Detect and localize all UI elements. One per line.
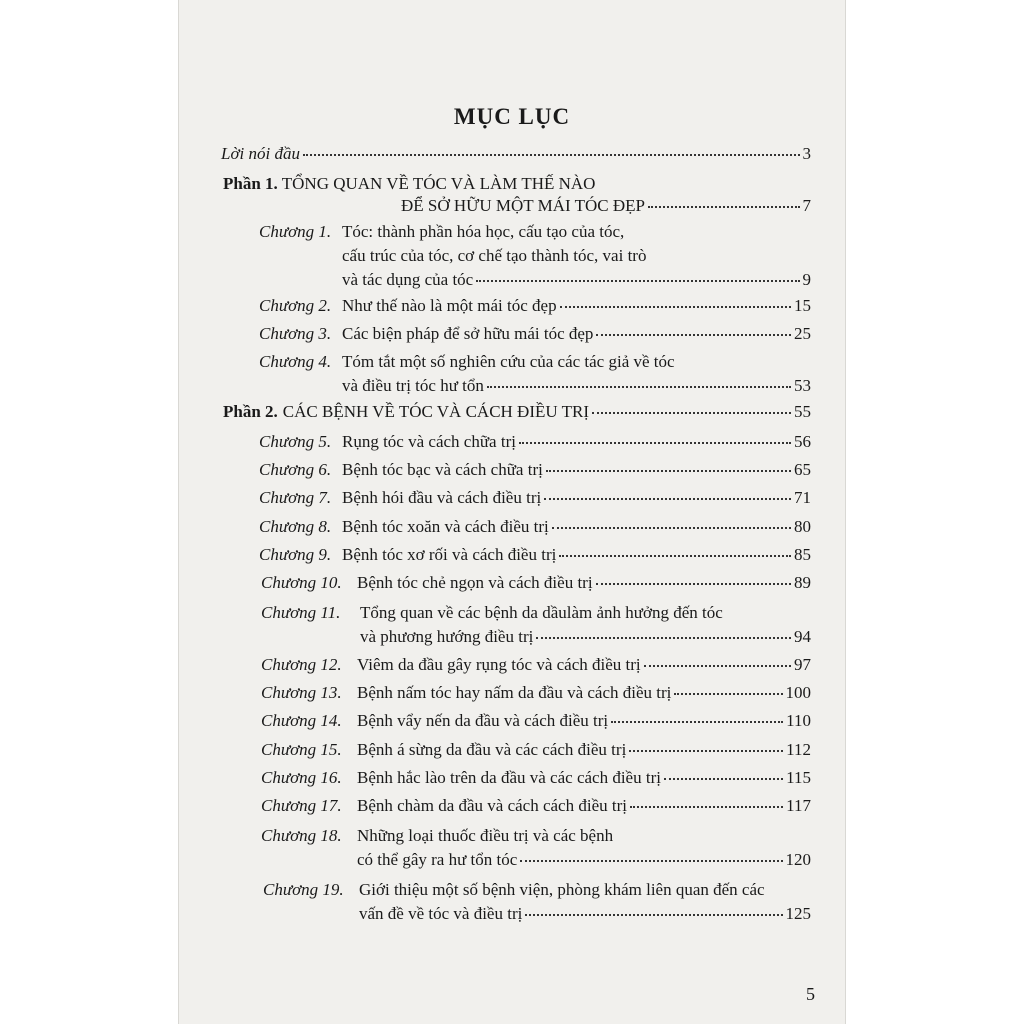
dot-leader [664,778,783,780]
toc-entry-chapter-6 [342,460,811,480]
chapter-title-line: Bệnh nấm tóc hay nấm da đầu và cách điều trị [357,683,672,702]
part-2-page: 55 [794,402,811,421]
chapter-page: 115 [786,768,811,787]
toc-part-2-entry [223,402,811,422]
preface-label: Lời nói đầu [221,144,300,163]
chapter-title-line: Giới thiệu một số bệnh viện, phòng khám liên quan đến các [359,880,765,899]
chapter-title-line: Bệnh tóc xơ rối và cách điều trị [342,545,557,564]
toc-entry-chapter-18 [357,850,811,870]
chapter-title-line: có thể gây ra hư tổn tóc [357,850,518,869]
chapter-label: Chương 11. [261,603,341,622]
toc-entry-chapter-1 [342,270,811,290]
dot-leader [552,527,791,529]
toc-entry-chapter-13 [357,683,811,703]
dot-leader [630,806,783,808]
dot-leader [520,860,782,862]
toc-entry-chapter-9 [342,545,811,565]
part-2-title: CÁC BỆNH VỀ TÓC VÀ CÁCH ĐIỀU TRỊ [282,402,589,421]
chapter-page: 53 [794,376,811,395]
chapter-title-line: Tổng quan về các bệnh da dầulàm ảnh hưởng đến tóc [360,603,723,622]
toc-entry-chapter-7 [342,488,811,508]
chapter-page: 112 [786,740,811,759]
chapter-title-line: Rụng tóc và cách chữa trị [342,432,516,451]
chapter-page: 100 [785,683,811,702]
chapter-page: 15 [794,296,811,315]
chapter-title-line: và tác dụng của tóc [342,270,474,289]
dot-leader [644,665,791,667]
chapter-page: 25 [794,324,811,343]
part-1-page: 7 [802,196,811,215]
preface-page: 3 [802,144,811,163]
chapter-page: 94 [794,627,811,646]
chapter-label: Chương 18. [261,826,342,845]
dot-leader [592,412,791,414]
chapter-page: 97 [794,655,811,674]
chapter-page: 56 [794,432,811,451]
part-2-prefix: Phần 2. [223,402,278,421]
toc-entry-chapter-11 [360,627,811,647]
dot-leader [648,206,800,208]
chapter-page: 89 [794,573,811,592]
part-1-prefix: Phần 1. [223,174,278,193]
toc-entry-chapter-17 [357,796,811,816]
chapter-label: Chương 17. [261,796,342,815]
chapter-title-line: Bệnh á sừng da đầu và các cách điều trị [357,740,627,759]
chapter-title-line: Như thế nào là một mái tóc đẹp [342,296,557,315]
chapter-title-line: Bệnh chàm da đầu và cách cách điều trị [357,796,627,815]
toc-entry-chapter-3 [342,324,811,344]
chapter-label: Chương 1. [259,222,332,241]
chapter-label: Chương 6. [259,460,332,479]
chapter-title-line: Bệnh tóc xoăn và cách điều trị [342,517,549,536]
chapter-label: Chương 5. [259,432,332,451]
chapter-label: Chương 12. [261,655,342,674]
dot-leader [596,334,791,336]
dot-leader [559,555,791,557]
chapter-label: Chương 13. [261,683,342,702]
chapter-label: Chương 3. [259,324,332,343]
dot-leader [596,583,791,585]
part-1-line-2: ĐỂ SỞ HỮU MỘT MÁI TÓC ĐẸP [401,196,645,215]
dot-leader [536,637,791,639]
dot-leader [525,914,782,916]
toc-entry-chapter-2 [342,296,811,316]
dot-leader [611,721,783,723]
toc-part-1-entry [401,196,811,216]
chapter-page: 85 [794,545,811,564]
chapter-page: 65 [794,460,811,479]
toc-entry-chapter-8 [342,517,811,537]
dot-leader [629,750,783,752]
dot-leader [303,154,800,156]
chapter-page: 9 [802,270,811,289]
chapter-page: 117 [786,796,811,815]
chapter-page: 120 [785,850,811,869]
chapter-label: Chương 2. [259,296,332,315]
chapter-title-line: vấn đề về tóc và điều trị [359,904,523,923]
chapter-title-line: Bệnh tóc bạc và cách chữa trị [342,460,543,479]
chapter-label: Chương 7. [259,488,332,507]
dot-leader [519,442,791,444]
chapter-title-line: Tóm tắt một số nghiên cứu của các tác giả về tóc [342,352,675,371]
chapter-title-line: Tóc: thành phần hóa học, cấu tạo của tóc, [342,222,625,241]
toc-entry-chapter-14 [357,711,811,731]
toc-title: MỤC LỤC [453,104,571,129]
toc-part-1-heading [223,174,595,194]
chapter-page: 110 [786,711,811,730]
chapter-label: Chương 4. [259,352,332,371]
dot-leader [487,386,791,388]
page-number: 5 [806,984,815,1004]
toc-entry-chapter-5 [342,432,811,452]
dot-leader [476,280,799,282]
chapter-title-line: và phương hướng điều trị [360,627,534,646]
part-1-line-1: TỔNG QUAN VỀ TÓC VÀ LÀM THẾ NÀO [281,174,596,193]
toc-entry-chapter-10 [357,573,811,593]
book-page [178,0,846,1024]
chapter-title-line: và điều trị tóc hư tổn [342,376,484,395]
chapter-label: Chương 16. [261,768,342,787]
dot-leader [546,470,791,472]
chapter-label: Chương 14. [261,711,342,730]
chapter-title-line: Những loại thuốc điều trị và các bệnh [357,826,614,845]
toc-entry-chapter-12 [357,655,811,675]
chapter-title-line: Bệnh hắc lào trên da đầu và các cách điều trị [357,768,661,787]
dot-leader [560,306,791,308]
chapter-title-line: Viêm da đầu gây rụng tóc và cách điều trị [357,655,641,674]
toc-entry-chapter-16 [357,768,811,788]
dot-leader [674,693,782,695]
chapter-page: 71 [794,488,811,507]
chapter-title-line: Bệnh hói đầu và cách điều trị [342,488,542,507]
chapter-label: Chương 9. [259,545,332,564]
chapter-title-line: Bệnh vẩy nến da đầu và cách điều trị [357,711,609,730]
chapter-title-line: Bệnh tóc chẻ ngọn và cách điều trị [357,573,593,592]
toc-entry-chapter-19 [359,904,811,924]
chapter-page: 125 [785,904,811,923]
chapter-label: Chương 19. [263,880,344,899]
dot-leader [544,498,791,500]
toc-entry-chapter-4 [342,376,811,396]
chapter-page: 80 [794,517,811,536]
toc-entry-preface [221,144,811,164]
chapter-label: Chương 15. [261,740,342,759]
chapter-title-line: Các biện pháp để sở hữu mái tóc đẹp [342,324,594,343]
chapter-label: Chương 8. [259,517,332,536]
chapter-label: Chương 10. [261,573,342,592]
toc-entry-chapter-15 [357,740,811,760]
chapter-title-line: cấu trúc của tóc, cơ chế tạo thành tóc, vai trò [342,246,647,265]
